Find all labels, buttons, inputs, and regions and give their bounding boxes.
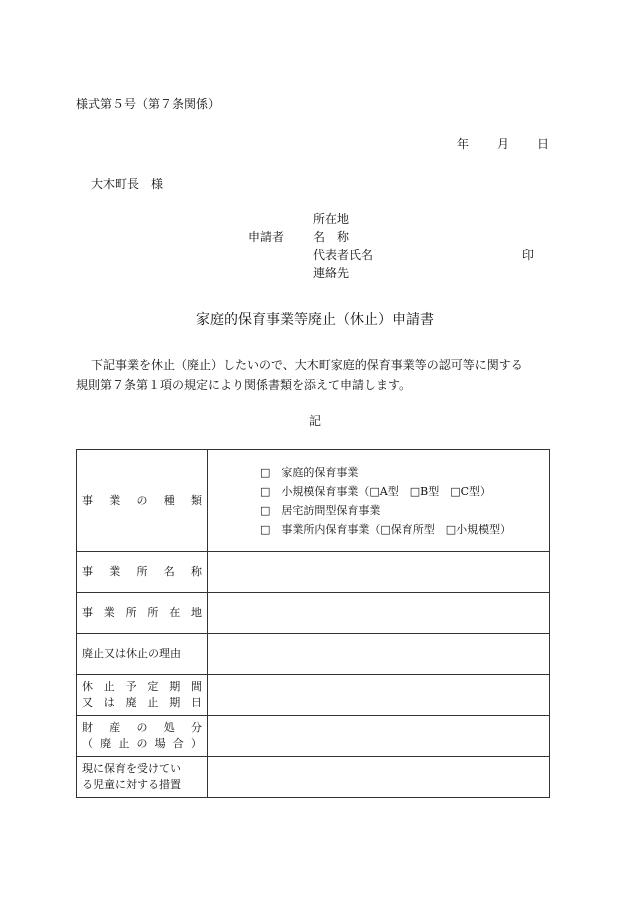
label-char: 事 bbox=[82, 565, 93, 578]
applicant-label: 申請者 bbox=[248, 230, 285, 244]
label-line bbox=[82, 564, 202, 580]
label-char: 処 bbox=[163, 721, 175, 734]
applicant-field-address: 所在地 bbox=[313, 212, 350, 226]
option-family-daycare[interactable]: □ 家庭的保育事業 bbox=[260, 465, 359, 479]
facility-address-value[interactable] bbox=[208, 593, 550, 634]
label-char: 止 bbox=[118, 737, 130, 750]
label-child-measures bbox=[77, 757, 208, 798]
table-row bbox=[77, 757, 550, 798]
label-char: の bbox=[136, 737, 148, 750]
label-char: 所 bbox=[147, 606, 159, 619]
label-line: 現に保育を受けてい bbox=[82, 762, 181, 775]
seal-mark: 印 bbox=[522, 248, 535, 262]
option-small-scale-daycare[interactable]: □ 小規模保育事業（□A型 □B型 □C型） bbox=[260, 484, 492, 498]
label-line bbox=[82, 493, 202, 509]
body-text-line-2: 規則第７条第１項の規定により関係書類を添えて申請します。 bbox=[76, 378, 412, 392]
label-char: 場 bbox=[154, 737, 166, 750]
table-row bbox=[77, 675, 550, 716]
label-char: ） bbox=[190, 737, 202, 750]
reason-value[interactable] bbox=[208, 634, 550, 675]
form-number: 様式第５号（第７条関係） bbox=[76, 97, 221, 111]
label-char: 止 bbox=[147, 696, 159, 709]
application-table bbox=[76, 449, 550, 798]
label-property-disposal bbox=[77, 716, 208, 757]
suspension-period-value[interactable] bbox=[208, 675, 550, 716]
label-char: （ bbox=[82, 737, 93, 750]
label-char: 業 bbox=[109, 493, 121, 507]
label-reason bbox=[77, 634, 208, 675]
label-facility-address bbox=[77, 593, 208, 634]
date-year-label: 年 bbox=[457, 137, 470, 151]
label-line bbox=[82, 736, 202, 752]
label-char: 休 bbox=[82, 680, 93, 693]
table-row bbox=[77, 716, 550, 757]
label-line bbox=[82, 695, 202, 711]
child-measures-value[interactable] bbox=[208, 757, 550, 798]
label-char: 在 bbox=[169, 606, 181, 619]
facility-name-value[interactable] bbox=[208, 552, 550, 593]
label-business-type bbox=[77, 450, 208, 552]
label-char: 財 bbox=[82, 721, 93, 734]
label-char: 称 bbox=[191, 565, 202, 578]
label-char: 地 bbox=[190, 606, 202, 619]
addressee: 大木町長 様 bbox=[91, 177, 164, 191]
label-suspension-period bbox=[77, 675, 208, 716]
applicant-field-representative: 代表者氏名 bbox=[313, 248, 374, 262]
label-line bbox=[82, 720, 202, 736]
label-char: 廃 bbox=[125, 696, 137, 709]
label-char: 期 bbox=[169, 680, 181, 693]
label-line bbox=[82, 679, 202, 695]
label-char: 産 bbox=[109, 721, 121, 734]
label-line bbox=[82, 605, 202, 621]
label-char: 種 bbox=[163, 493, 175, 507]
applicant-field-name: 名 称 bbox=[313, 230, 350, 244]
label-char: 事 bbox=[82, 493, 93, 507]
label-char: 又 bbox=[82, 696, 93, 709]
label-char: 廃 bbox=[100, 737, 112, 750]
label-char: 日 bbox=[190, 696, 202, 709]
label-char: 間 bbox=[190, 680, 202, 693]
label-char: 止 bbox=[103, 680, 115, 693]
table-row bbox=[77, 593, 550, 634]
business-type-options-cell bbox=[208, 450, 550, 552]
label-char: 予 bbox=[125, 680, 137, 693]
table-row bbox=[77, 552, 550, 593]
label-char: は bbox=[103, 696, 115, 709]
document-title: 家庭的保育事業等廃止（休止）申請書 bbox=[196, 312, 434, 328]
applicant-field-contact: 連絡先 bbox=[313, 266, 350, 280]
table-row bbox=[77, 634, 550, 675]
date-month-label: 月 bbox=[497, 137, 510, 151]
label-char: の bbox=[136, 493, 148, 507]
ki-heading: 記 bbox=[308, 414, 321, 428]
label-char: 期 bbox=[169, 696, 181, 709]
label-char: 分 bbox=[191, 721, 202, 734]
label-char: 定 bbox=[147, 680, 159, 693]
option-workplace-daycare[interactable]: □ 事業所内保育事業（□保育所型 □小規模型） bbox=[260, 522, 512, 536]
label-line: る児童に対する措置 bbox=[82, 778, 181, 791]
label-char: 類 bbox=[191, 493, 202, 507]
label-line: 廃止又は休止の理由 bbox=[82, 647, 181, 660]
property-disposal-value[interactable] bbox=[208, 716, 550, 757]
label-facility-name bbox=[77, 552, 208, 593]
label-char: 所 bbox=[136, 565, 148, 578]
label-char: 業 bbox=[103, 606, 115, 619]
label-char: 所 bbox=[125, 606, 137, 619]
label-char: 業 bbox=[109, 565, 121, 578]
label-char: 事 bbox=[82, 606, 93, 619]
table-row bbox=[77, 450, 550, 552]
body-text-line-1: 下記事業を休止（廃止）したいので、大木町家庭的保育事業等の認可等に関する bbox=[91, 358, 523, 372]
option-home-visit-daycare[interactable]: □ 居宅訪問型保育事業 bbox=[260, 503, 381, 517]
label-char: の bbox=[136, 721, 148, 734]
date-day-label: 日 bbox=[537, 137, 550, 151]
label-char: 名 bbox=[163, 565, 175, 578]
label-char: 合 bbox=[172, 737, 184, 750]
